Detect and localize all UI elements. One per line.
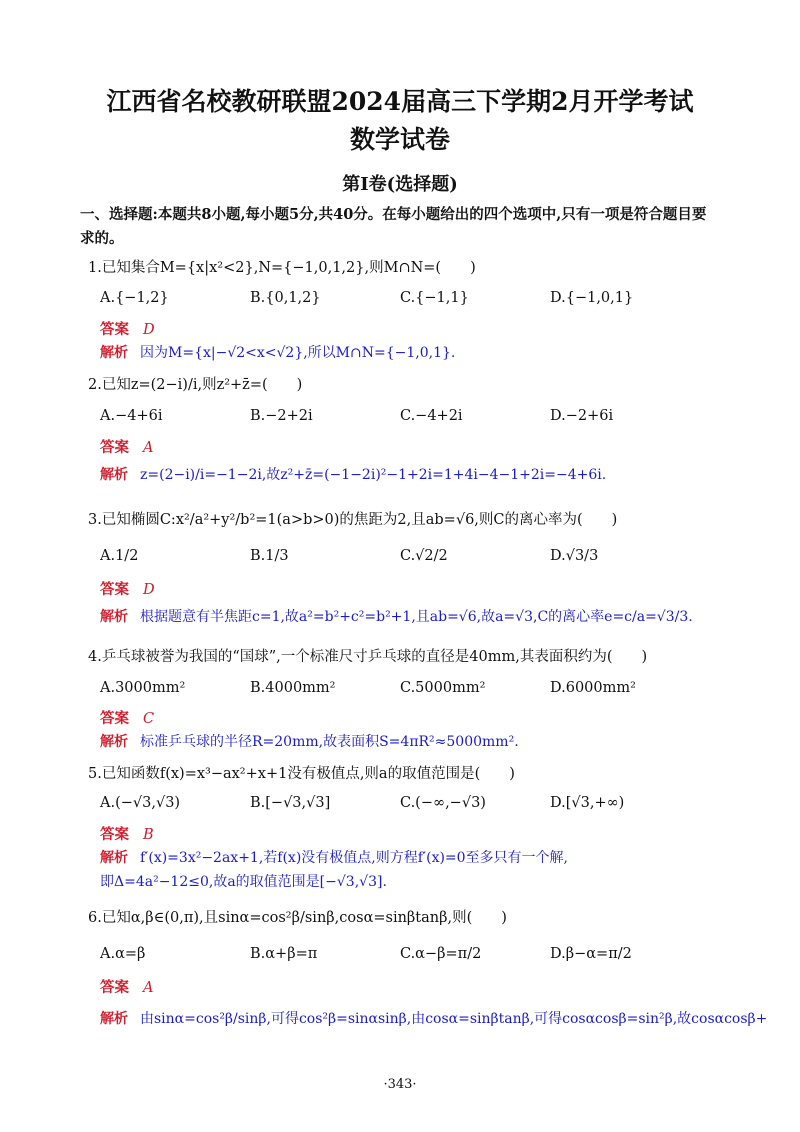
volume-heading: 第Ⅰ卷(选择题) bbox=[342, 174, 458, 195]
question-2-option-b: B.−2+2i bbox=[250, 408, 313, 424]
question-5-option-b: B.[−√3,√3] bbox=[250, 795, 331, 811]
explanation-label: 解析 bbox=[100, 609, 128, 625]
question-3-option-b: B.1/3 bbox=[250, 548, 289, 564]
document-title-line2: 数学试卷 bbox=[349, 125, 450, 154]
question-3-option-a: A.1/2 bbox=[100, 548, 139, 564]
explanation-text: 因为M={x|−√2<x<√2},所以M∩N={−1,0,1}. bbox=[140, 345, 456, 361]
explanation-text: 由sinα=cos²β/sinβ,可得cos²β=sinαsinβ,由cosα=sinβtanβ,可得cosαcosβ=sin²β,故cosαcosβ+ bbox=[140, 1011, 768, 1027]
question-5-stem: 5.已知函数f(x)=x³−ax²+x+1没有极值点,则a的取值范围是( ) bbox=[88, 766, 515, 782]
question-1-stem: 1.已知集合M={x|x²<2},N={−1,0,1,2},则M∩N=( ) bbox=[88, 260, 476, 276]
question-4-option-d: D.6000mm² bbox=[550, 680, 636, 696]
question-5-answer bbox=[100, 823, 154, 844]
explanation-label: 解析 bbox=[100, 345, 128, 361]
question-3-option-c: C.√2/2 bbox=[400, 548, 448, 564]
question-2-answer bbox=[100, 436, 153, 457]
question-1-option-c: C.{−1,1} bbox=[400, 290, 469, 306]
answer-label: 答案 bbox=[100, 440, 129, 456]
question-3-stem: 3.已知椭圆C:x²/a²+y²/b²=1(a>b>0)的焦距为2,且ab=√6,则C的离心率为( ) bbox=[88, 512, 618, 528]
question-4-option-b: B.4000mm² bbox=[250, 680, 336, 696]
explanation-text: 根据题意有半焦距c=1,故a²=b²+c²=b²+1,且ab=√6,故a=√3,C的离心率e=c/a=√3/3. bbox=[140, 609, 693, 625]
question-2-stem: 2.已知z=(2−i)/i,则z²+z̄=( ) bbox=[88, 377, 303, 393]
question-6-explanation bbox=[100, 1008, 767, 1028]
question-6-stem: 6.已知α,β∈(0,π),且sinα=cos²β/sinβ,cosα=sinβtanβ,则( ) bbox=[88, 910, 507, 926]
question-6-option-b: B.α+β=π bbox=[250, 946, 318, 962]
question-5-explanation-line1 bbox=[100, 847, 568, 867]
answer-label: 答案 bbox=[100, 980, 129, 996]
question-1-option-d: D.{−1,0,1} bbox=[550, 290, 634, 306]
question-2-option-a: A.−4+6i bbox=[100, 408, 163, 424]
question-6-option-c: C.α−β=π/2 bbox=[400, 946, 482, 962]
question-2-option-d: D.−2+6i bbox=[550, 408, 614, 424]
answer-value: A bbox=[143, 440, 154, 456]
question-5-option-d: D.[√3,+∞) bbox=[550, 795, 625, 811]
question-5-option-c: C.(−∞,−√3) bbox=[400, 795, 486, 811]
answer-label: 答案 bbox=[100, 711, 129, 727]
question-1-explanation bbox=[100, 342, 455, 362]
answer-label: 答案 bbox=[100, 582, 129, 598]
page-number: ·343· bbox=[383, 1077, 417, 1092]
explanation-text: f′(x)=3x²−2ax+1,若f(x)没有极值点,则方程f′(x)=0至多只有一个解, bbox=[140, 850, 569, 866]
question-3-answer bbox=[100, 578, 155, 599]
explanation-text: 标准乒乓球的半径R=20mm,故表面积S=4πR²≈5000mm². bbox=[140, 734, 519, 750]
question-3-option-d: D.√3/3 bbox=[550, 548, 599, 564]
document-title-line1: 江西省名校教研联盟2024届高三下学期2月开学考试 bbox=[106, 87, 694, 116]
answer-value: D bbox=[143, 322, 155, 338]
answer-value: A bbox=[143, 980, 154, 996]
explanation-label: 解析 bbox=[100, 467, 128, 483]
question-5-explanation-line2: 即Δ=4a²−12≤0,故a的取值范围是[−√3,√3]. bbox=[100, 874, 387, 890]
explanation-label: 解析 bbox=[100, 850, 128, 866]
explanation-text: z=(2−i)/i=−1−2i,故z²+z̄=(−1−2i)²−1+2i=1+4i−4−1+2i=−4+6i. bbox=[140, 467, 607, 483]
question-6-option-a: A.α=β bbox=[100, 946, 146, 962]
question-1-option-a: A.{−1,2} bbox=[100, 290, 169, 306]
question-6-answer bbox=[100, 976, 153, 997]
explanation-label: 解析 bbox=[100, 734, 128, 750]
question-4-stem: 4.乒乓球被誉为我国的“国球”,一个标准尺寸乒乓球的直径是40mm,其表面积约为( ) bbox=[88, 649, 648, 665]
question-5-option-a: A.(−√3,√3) bbox=[100, 795, 181, 811]
question-4-answer bbox=[100, 707, 154, 728]
answer-label: 答案 bbox=[100, 322, 129, 338]
section-intro: 一、选择题:本题共8小题,每小题5分,共40分。在每小题给出的四个选项中,只有一项是符合题目要求的。 bbox=[80, 206, 707, 247]
answer-label: 答案 bbox=[100, 827, 129, 843]
question-2-explanation bbox=[100, 464, 606, 484]
question-1-option-b: B.{0,1,2} bbox=[250, 290, 321, 306]
answer-value: B bbox=[143, 827, 154, 843]
question-4-option-c: C.5000mm² bbox=[400, 680, 486, 696]
question-4-explanation bbox=[100, 731, 519, 751]
question-1-answer bbox=[100, 318, 155, 339]
question-6-option-d: D.β−α=π/2 bbox=[550, 946, 632, 962]
question-3-explanation bbox=[100, 606, 693, 626]
answer-value: C bbox=[143, 711, 155, 727]
question-4-option-a: A.3000mm² bbox=[100, 680, 186, 696]
explanation-label: 解析 bbox=[100, 1011, 128, 1027]
question-2-option-c: C.−4+2i bbox=[400, 408, 463, 424]
answer-value: D bbox=[143, 582, 155, 598]
